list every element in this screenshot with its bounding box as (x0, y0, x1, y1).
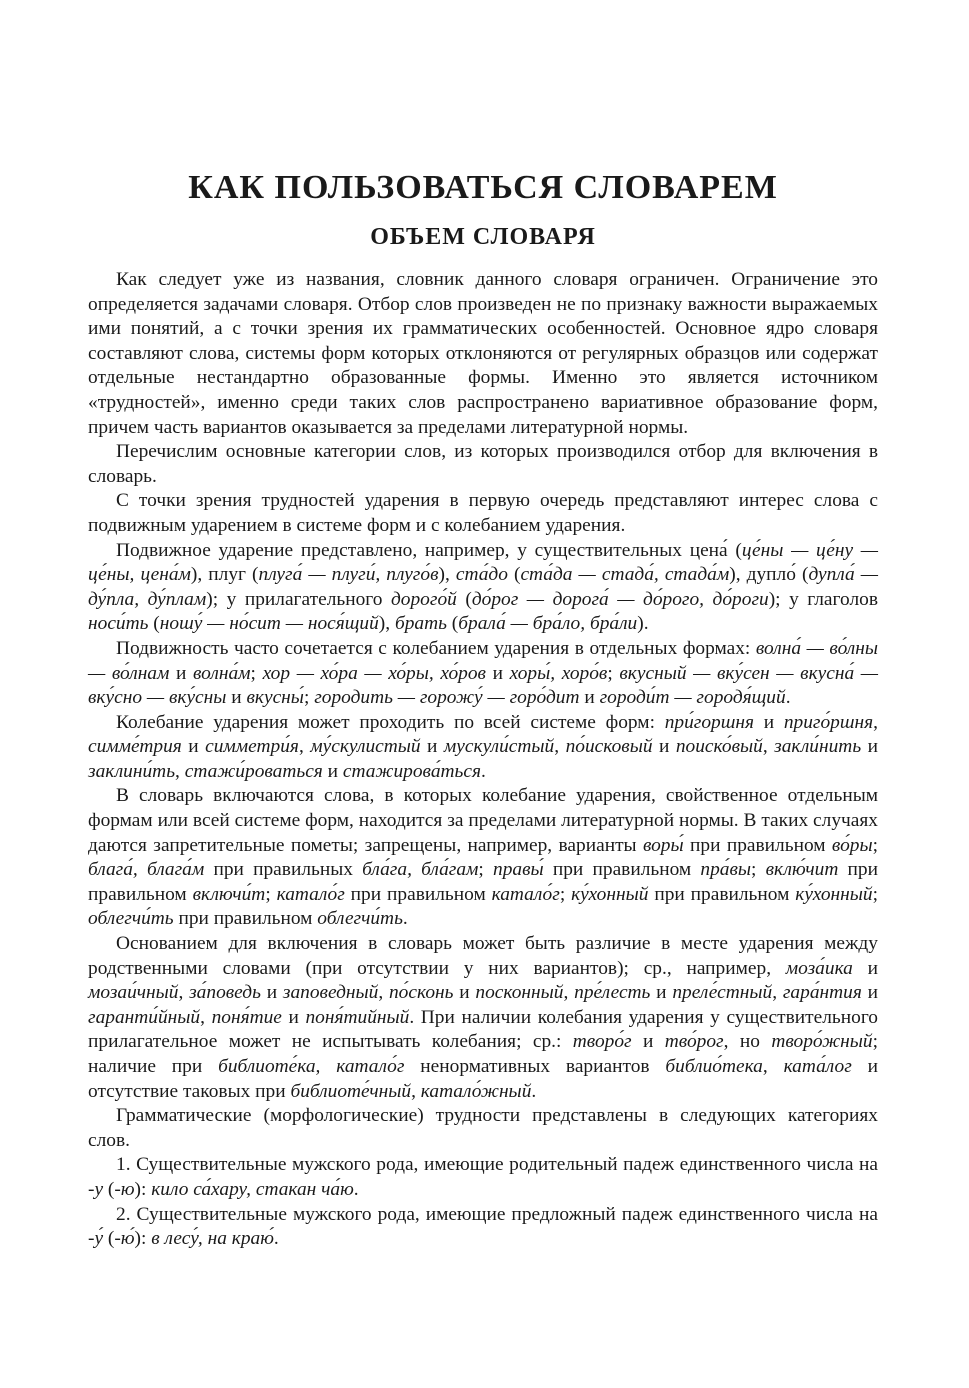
italic-example: дорого́й (390, 588, 457, 610)
italic-example: во́ры (831, 834, 873, 856)
text-run: ); у глаголов (768, 588, 878, 610)
body-text (88, 268, 878, 1252)
italic-example: до́рог — дорога́ — до́рого, до́роги (471, 588, 769, 610)
paragraph (88, 1104, 878, 1153)
text-run: Подвижность часто сочетается с колебанием ударения в отдельных формах: (116, 637, 756, 659)
text-run: и (260, 982, 283, 1004)
paragraph (88, 637, 878, 711)
text-run: . (402, 908, 408, 930)
page (88, 168, 878, 1252)
text-run: при правильном (543, 859, 701, 881)
italic-example: носи́ть (88, 613, 149, 635)
text-run: ), (438, 564, 456, 586)
italic-example: мускули́стый (443, 736, 555, 758)
text-run: , (873, 711, 878, 733)
italic-example: хоры́, хоро́в (509, 662, 608, 684)
paragraph (88, 489, 878, 538)
text-run: . (531, 1080, 537, 1102)
text-run: , (178, 982, 190, 1004)
italic-example: -ю́ (114, 1228, 135, 1250)
italic-example: приго́ршня (783, 711, 874, 733)
text-run: , (411, 1080, 421, 1102)
text-run: и (281, 1006, 306, 1028)
text-run: ( (103, 1178, 115, 1200)
text-run: ); у прилагательного (206, 588, 391, 610)
italic-example: це́ны — це́ну — це́ны, цена́м (88, 539, 879, 586)
italic-example: вкусны́ (246, 687, 304, 709)
text-run: и (485, 662, 510, 684)
text-run: ), плуг ( (190, 564, 259, 586)
italic-example: преле́стный (672, 982, 773, 1004)
text-run: В словарь включаются слова, в которых колебание ударения, свойственное отдельным формам или всей системе форм, находится за пределами литературной нормы. В таких случаях даются запретительные пометы; запрещены, например, варианты (88, 785, 878, 856)
text-run: ( (446, 613, 459, 635)
italic-example: в лесу́, на краю́ (151, 1228, 274, 1250)
text-run: и (631, 1031, 665, 1053)
text-run: , (378, 982, 389, 1004)
italic-example: облегчи́ть (88, 908, 174, 930)
text-run: и (322, 760, 343, 782)
italic-example: ношу́ — но́сит — нося́щий (159, 613, 379, 635)
italic-example: поиско́вый (675, 736, 763, 758)
italic-example: волна́м (193, 662, 251, 684)
text-run: ( (103, 1228, 115, 1250)
text-run: ), дупло́ ( (729, 564, 809, 586)
text-run: , но (723, 1031, 772, 1053)
italic-example: хор — хо́ра — хо́ры, хо́ров (262, 662, 486, 684)
italic-example: стажи́роваться (184, 760, 323, 782)
text-run: ( (148, 613, 160, 635)
italic-example: воры́ (642, 834, 684, 856)
text-run: . (480, 760, 486, 782)
text-run: , (563, 982, 575, 1004)
italic-example: облегчи́ть (317, 908, 403, 930)
text-run: и (420, 736, 444, 758)
italic-example: гаранти́йный (88, 1006, 201, 1028)
text-run: и (181, 736, 206, 758)
italic-example: брала́ — бра́ло, бра́ли (458, 613, 638, 635)
text-run: ( (507, 564, 521, 586)
italic-example: творо́г (572, 1031, 632, 1053)
italic-example: за́поведь (189, 982, 261, 1004)
italic-example: му́скулистый (310, 736, 421, 758)
italic-example: городи́т — городя́щий (599, 687, 786, 709)
paragraph (88, 539, 878, 637)
text-run: ; (265, 883, 277, 905)
italic-example: городить — горожу́ — горо́дит (314, 687, 580, 709)
italic-example: бла́га, бла́гам (362, 859, 479, 881)
italic-example: катало́жный (420, 1080, 532, 1102)
text-run: ; (250, 662, 263, 684)
paragraph (88, 711, 878, 785)
text-run: ; (872, 883, 878, 905)
text-run: и отсутствие таковых при (88, 1056, 878, 1102)
text-run: ; наличие при (88, 1031, 878, 1077)
italic-example: вклю́чит (765, 859, 839, 881)
paragraph (88, 932, 878, 1104)
text-run: и (169, 662, 194, 684)
text-run: , (554, 736, 566, 758)
italic-example: творо́жный (771, 1031, 873, 1053)
italic-example: пра́вы (700, 859, 752, 881)
italic-example: пре́лесть (574, 982, 651, 1004)
text-run: и (579, 687, 600, 709)
italic-example: симметри́я (205, 736, 299, 758)
italic-example: библиоте́чный (290, 1080, 412, 1102)
italic-example: по́сконь (388, 982, 454, 1004)
text-run: и (650, 982, 673, 1004)
italic-example: волна́ — во́лны — во́лнам (88, 637, 878, 684)
text-run: ненормативных вариантов (404, 1056, 666, 1077)
text-run: . (273, 1228, 279, 1250)
italic-example: симме́трия (88, 736, 182, 758)
text-run: . (785, 687, 791, 709)
text-run: Как следует уже из названия, словник данного словаря ограничен. Ограничение это определяется задачами словаря. Отбор слов произведен не по признаку важности выражаемых ими понятий, а с точки зрения их грамматических особенностей. Основное ядро словаря составляют слова, системы форм которых отклоняются от регулярных образцов или содержат отдельные нестандартно образованные формы. Именно это является источником «трудностей», именно среди таких слов распространено вариативное образование форм, причем часть вариантов оказывается за пределами литературной нормы. (88, 269, 878, 438)
italic-example: катало́г (491, 883, 560, 905)
text-run: ; (751, 859, 766, 881)
text-run: ; (872, 834, 878, 856)
italic-example: по́исковый (565, 736, 653, 758)
text-run: . При наличии колебания ударения у существительного прилагательное может не испытывать колебания; ср.: (88, 1006, 878, 1053)
text-run: при правильных (204, 859, 363, 881)
italic-example: ку́хонный (571, 883, 649, 905)
text-run: при правильном (173, 908, 318, 930)
text-run: ; (303, 687, 315, 709)
italic-example: поня́тие (211, 1006, 282, 1028)
section-heading: ОБЪЕМ СЛОВАРЯ (370, 224, 596, 250)
text-run: ; (607, 662, 620, 684)
italic-example: тво́рог (664, 1031, 724, 1053)
italic-example: -ю (114, 1178, 135, 1200)
text-run: Подвижное ударение представлено, например, у существительных цена́ ( (116, 539, 742, 561)
text-run: и (852, 957, 878, 979)
italic-example: ста́до (455, 564, 508, 586)
text-run: и (453, 982, 476, 1004)
paragraph (88, 784, 878, 932)
text-run: и (226, 687, 247, 709)
text-run: ; (478, 859, 494, 881)
text-run: Перечислим основные категории слов, из которых производился отбор для включения в словарь. (88, 441, 878, 487)
text-run: и (754, 711, 784, 733)
italic-example: кило са́хару, стакан ча́ю (151, 1178, 354, 1200)
paragraph (88, 1203, 878, 1252)
italic-example: правы́ (493, 859, 544, 881)
text-run: при правильном (683, 834, 832, 856)
text-run: Колебание ударения может проходить по всей системе форм: (116, 711, 665, 733)
paragraph (88, 440, 878, 489)
italic-example: заповедный (282, 982, 379, 1004)
italic-example: ката́лог (783, 1056, 852, 1077)
italic-example: закли́нить (774, 736, 862, 758)
text-run: и (861, 736, 878, 758)
text-run: 1. Существительные мужского рода, имеющие родительный падеж единственного числа на (116, 1154, 878, 1176)
italic-example: библио́тека (665, 1056, 763, 1077)
text-run: . (353, 1178, 359, 1200)
text-run: 2. Существительные мужского рода, имеющие предложный падеж единственного числа на (116, 1203, 878, 1225)
italic-example: заклини́ть (88, 760, 176, 782)
text-run: при правильном (648, 883, 796, 905)
italic-example: включи́т (192, 883, 266, 905)
text-run: , (762, 736, 775, 758)
italic-example: гара́нтия (782, 982, 862, 1004)
text-run: , (175, 760, 185, 782)
text-run: , (762, 1056, 784, 1077)
text-run: и (861, 982, 879, 1004)
italic-example: брать (394, 613, 447, 635)
text-run: ; (559, 883, 572, 905)
italic-example: блага́, блага́м (88, 859, 205, 881)
italic-example: моза́ика (785, 957, 853, 979)
text-run: при правильном (88, 859, 878, 905)
text-run: ): (134, 1178, 152, 1200)
italic-example: посконный (475, 982, 564, 1004)
italic-example: -у (88, 1178, 104, 1200)
italic-example: ста́да — стада́, стада́м (520, 564, 730, 586)
italic-example: катало́г (276, 883, 345, 905)
paragraph (88, 268, 878, 440)
italic-example: ку́хонный (795, 883, 873, 905)
text-run: С точки зрения трудностей ударения в первую очередь представляют интерес слова с подвижным ударением в системе форм и с колебанием ударения. (88, 490, 878, 536)
italic-example: плуга́ — плуги́, плуго́в (258, 564, 439, 586)
text-run: ). (637, 613, 649, 635)
italic-example: вкусный — вку́сен — вкусна́ — вку́сно — вку́сны (88, 662, 879, 709)
text-run: ( (456, 588, 472, 610)
italic-example: при́горшня (664, 711, 754, 733)
text-run: ): (134, 1228, 152, 1250)
italic-example: библиоте́ка, катало́г (218, 1056, 405, 1077)
text-run: при правильном (344, 883, 492, 905)
text-run: , (298, 736, 311, 758)
italic-example: мозаи́чный (88, 982, 179, 1004)
italic-example: стажирова́ться (342, 760, 481, 782)
text-run: Основанием для включения в словарь может быть различие в месте ударения между родственными словами (при отсутствии у них вариантов); ср., например, (88, 933, 878, 979)
text-run: ), (378, 613, 395, 635)
text-run: , (772, 982, 783, 1004)
paragraph (88, 1153, 878, 1202)
italic-example: дупла́ — ду́пла, ду́плам (88, 564, 878, 610)
text-run: Грамматические (морфологические) трудности представлены в следующих категориях слов. (88, 1105, 878, 1151)
page-title: КАК ПОЛЬЗОВАТЬСЯ СЛОВАРЕМ (188, 169, 778, 206)
italic-example: -у́ (88, 1228, 104, 1250)
text-run: и (652, 736, 676, 758)
italic-example: поня́тийный (305, 1006, 410, 1028)
text-run: , (200, 1006, 212, 1028)
